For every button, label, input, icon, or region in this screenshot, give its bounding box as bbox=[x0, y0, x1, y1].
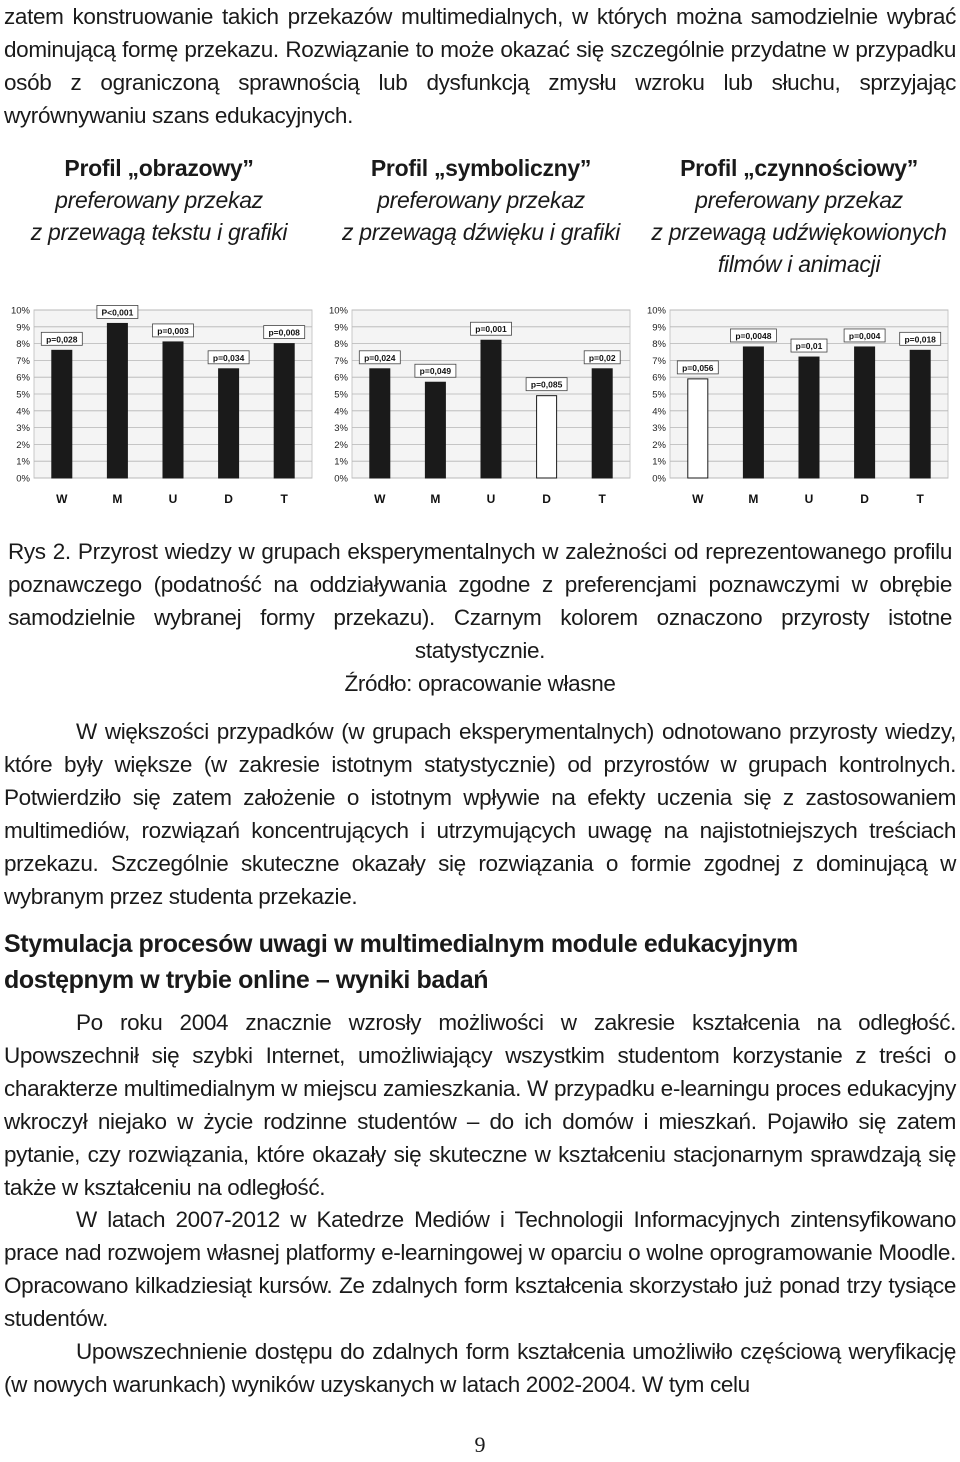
x-tick-label: T bbox=[598, 492, 606, 506]
y-tick-label: 7% bbox=[334, 355, 348, 367]
x-tick-label: T bbox=[280, 492, 288, 506]
bar-chart-symboliczny bbox=[322, 298, 640, 512]
profile-title: Profil „symboliczny” bbox=[370, 155, 592, 181]
y-tick-label: 3% bbox=[16, 423, 30, 435]
intro-paragraph: zatem konstruowanie takich przekazów multimedialnych, w których można samodzielnie wybrać dominującą formę przekazu. Rozwiązanie to może okazać się szczególnie przydatne w przypadku osób z ograniczoną sprawnością lub dysfunkcją zmysłu wzroku lub słuchu, sprzyjając wyrównywaniu szans edukacyjnych. bbox=[4, 4, 956, 128]
paragraph-moodle: W latach 2007-2012 w Katedrze Mediów i Technologii Informacyjnych zintensyfikowano prace nad rozwojem własnej platformy e-learningowej w oparciu o wolne oprogramowanie Moodle. Opracowano kilkadziesiąt kursów. Ze zdalnych form kształcenia skorzystało już ponad trzy tysiące studentów. bbox=[4, 1207, 956, 1331]
data-label: p=0,028 bbox=[46, 334, 78, 345]
x-tick-label: D bbox=[224, 492, 233, 506]
y-tick-label: 3% bbox=[334, 423, 348, 435]
x-tick-label: M bbox=[112, 492, 123, 506]
profile-header-obrazowy bbox=[0, 152, 318, 248]
data-label: p=0,049 bbox=[419, 366, 452, 377]
profile-line: filmów i animacji bbox=[717, 251, 881, 277]
results-paragraph: W większości przypadków (w grupach eksperymentalnych) odnotowano przyrosty wiedzy, które były większe (w zakresie istotnym statystycznie) od przyrostów w grupach kontrolnych. Potwierdziło się zatem założenie o istotnym wpływie na efekty uczenia się z zastosowaniem multimediów, rozwiązań koncentrujących i utrzymujących uwagę na najistotniejszych treściach przekazu. Szczególnie skuteczne okazały się rozwiązania o formie zgodnej z dominującą w wybranym przez studenta przekazie. bbox=[4, 719, 956, 909]
y-tick-label: 2% bbox=[652, 439, 666, 451]
data-label: p=0,01 bbox=[795, 341, 823, 352]
y-tick-label: 8% bbox=[334, 339, 348, 351]
paragraph-verification: Upowszechnienie dostępu do zdalnych form kształcenia umożliwiło częściową weryfikację (w nowych warunkach) wyników uzyskanych w latach 2002-2004. W tym celu bbox=[4, 1339, 956, 1397]
y-tick-label: 4% bbox=[652, 406, 666, 418]
data-label: p=0,085 bbox=[530, 379, 563, 390]
bar bbox=[592, 369, 612, 478]
section-heading: Stymulacja procesów uwagi w multimedialnym module edukacyjnym dostępnym w trybie online – wyniki badań bbox=[4, 930, 798, 994]
profile-line: preferowany przekaz bbox=[55, 187, 263, 213]
bar bbox=[425, 382, 445, 478]
x-tick-label: U bbox=[168, 492, 178, 506]
profile-line: preferowany przekaz bbox=[377, 187, 585, 213]
y-tick-label: 2% bbox=[16, 439, 30, 451]
paragraph-elearning: Po roku 2004 znacznie wzrosły możliwości w zakresie kształcenia na odległość. Upowszechnił się szybki Internet, umożliwiający wszystkim studentom korzystanie z treści o charakterze multimedialnym w miejscu zamieszkania. W przypadku e-learningu proces edukacyjny wkroczył niejako w życie rodzinne studentów – do ich domów i mieszkań. Pojawiło się zatem pytanie, czy rozwiązania, które okazały się skuteczne w kształceniu stacjonarnym sprawdzają się także w kształceniu na odległość. bbox=[4, 1010, 956, 1200]
figure-caption bbox=[8, 535, 952, 700]
bar bbox=[743, 347, 763, 478]
x-tick-label: D bbox=[542, 492, 551, 506]
y-tick-label: 10% bbox=[10, 305, 30, 317]
bar bbox=[52, 350, 72, 478]
profile-header-symboliczny bbox=[322, 152, 640, 248]
y-tick-label: 9% bbox=[16, 322, 30, 334]
bar bbox=[537, 396, 557, 478]
x-tick-label: U bbox=[486, 492, 496, 506]
x-tick-label: W bbox=[374, 492, 386, 506]
y-tick-label: 0% bbox=[652, 473, 666, 485]
bar bbox=[688, 379, 708, 478]
y-tick-label: 8% bbox=[16, 339, 30, 351]
bar bbox=[799, 357, 819, 478]
x-tick-label: M bbox=[748, 492, 759, 506]
bar bbox=[370, 369, 390, 478]
profile-line: preferowany przekaz bbox=[695, 187, 903, 213]
profile-title: Profil „obrazowy” bbox=[64, 155, 254, 181]
data-label: p=0,018 bbox=[904, 334, 936, 345]
data-label: p=0,004 bbox=[848, 330, 881, 341]
y-tick-label: 2% bbox=[334, 439, 348, 451]
y-tick-label: 9% bbox=[334, 322, 348, 334]
y-tick-label: 4% bbox=[334, 406, 348, 418]
page-number: 9 bbox=[474, 1432, 486, 1457]
data-label: p=0,056 bbox=[682, 362, 714, 373]
data-label: p=0,003 bbox=[157, 325, 189, 336]
x-tick-label: T bbox=[916, 492, 924, 506]
bar bbox=[910, 350, 930, 478]
y-tick-label: 1% bbox=[652, 456, 666, 468]
charts-row bbox=[0, 298, 960, 512]
y-tick-label: 7% bbox=[16, 355, 30, 367]
x-tick-label: D bbox=[860, 492, 869, 506]
caption-text: Rys 2. Przyrost wiedzy w grupach eksperymentalnych w zależności od reprezentowanego profilu poznawczego (podatność na oddziaływania zgodne z preferencjami poznawczymi w obrębie samodzielnie wybranej formy przekazu). Czarnym kolorem oznaczono przyrosty istotne statystycznie. bbox=[8, 539, 952, 663]
data-label: p=0,0048 bbox=[735, 330, 772, 341]
data-label: p=0,008 bbox=[268, 327, 300, 338]
profile-line: z przewagą udźwiękowionych bbox=[651, 219, 947, 245]
profile-header-czynnosciowy bbox=[638, 152, 960, 280]
y-tick-label: 10% bbox=[328, 305, 348, 317]
x-tick-label: M bbox=[430, 492, 441, 506]
data-label: p=0,034 bbox=[212, 352, 245, 363]
profile-line: z przewagą dźwięku i grafiki bbox=[342, 219, 620, 245]
y-tick-label: 3% bbox=[652, 423, 666, 435]
x-tick-label: U bbox=[804, 492, 814, 506]
y-tick-label: 5% bbox=[334, 389, 348, 401]
bar bbox=[163, 342, 183, 478]
x-tick-label: W bbox=[692, 492, 704, 506]
bar bbox=[274, 344, 294, 478]
profile-title: Profil „czynnościowy” bbox=[680, 155, 918, 181]
x-tick-label: W bbox=[56, 492, 68, 506]
y-tick-label: 6% bbox=[652, 372, 666, 384]
y-tick-label: 8% bbox=[652, 339, 666, 351]
y-tick-label: 4% bbox=[16, 406, 30, 418]
data-label: p=0,024 bbox=[364, 352, 396, 363]
caption-source: Źródło: opracowanie własne bbox=[344, 671, 616, 696]
bar bbox=[855, 347, 875, 478]
bar-chart-czynnosciowy bbox=[640, 298, 958, 512]
y-tick-label: 0% bbox=[16, 473, 30, 485]
data-label: p=0,001 bbox=[475, 324, 507, 335]
bar bbox=[219, 369, 239, 478]
y-tick-label: 5% bbox=[652, 389, 666, 401]
y-tick-label: 6% bbox=[334, 372, 348, 384]
y-tick-label: 5% bbox=[16, 389, 30, 401]
y-tick-label: 7% bbox=[652, 355, 666, 367]
y-tick-label: 6% bbox=[16, 372, 30, 384]
y-tick-label: 9% bbox=[652, 322, 666, 334]
profile-line: z przewagą tekstu i grafiki bbox=[30, 219, 288, 245]
bar bbox=[481, 340, 501, 478]
data-label: P<0,001 bbox=[101, 307, 134, 318]
data-label: p=0,02 bbox=[588, 352, 616, 363]
profile-headers bbox=[0, 152, 960, 292]
bar bbox=[107, 323, 127, 478]
y-tick-label: 10% bbox=[646, 305, 666, 317]
y-tick-label: 0% bbox=[334, 473, 348, 485]
y-tick-label: 1% bbox=[16, 456, 30, 468]
bar-chart-obrazowy bbox=[4, 298, 322, 512]
y-tick-label: 1% bbox=[334, 456, 348, 468]
